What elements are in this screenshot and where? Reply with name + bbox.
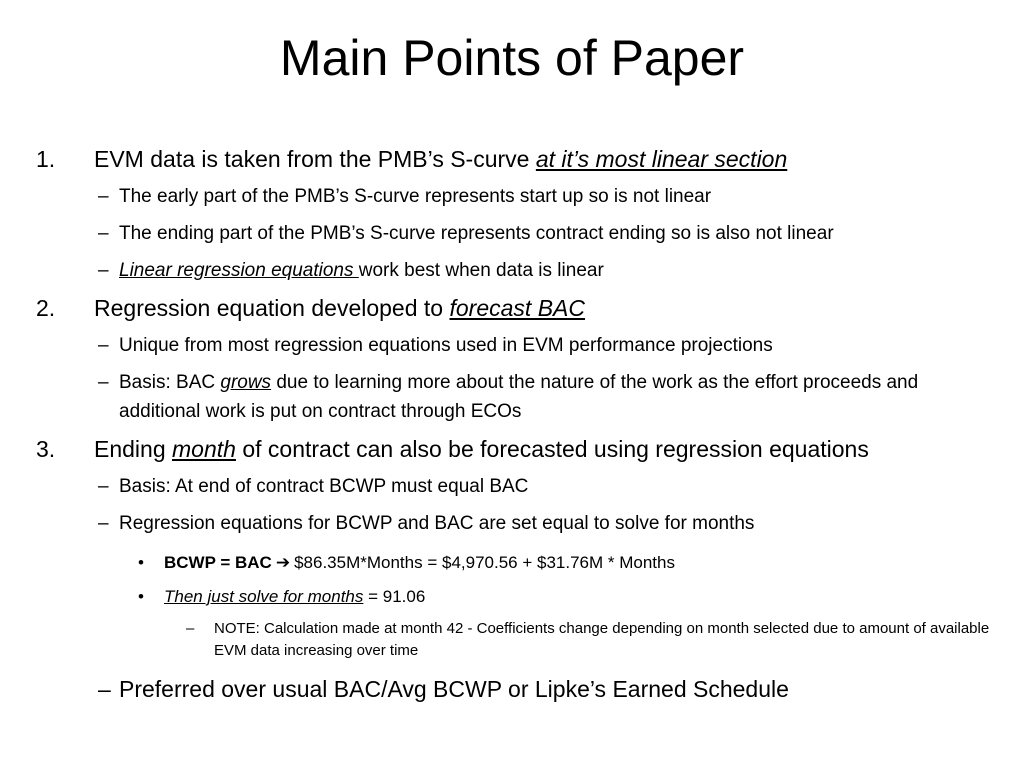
dash-bullet: – <box>98 260 109 281</box>
dash-bullet: – <box>98 372 109 393</box>
item-number: 1. <box>36 146 56 172</box>
sub-item: – Linear regression equations work best when data is linear <box>36 256 996 285</box>
sub-item: – Unique from most regression equations used in EVM performance projections <box>36 331 996 360</box>
dot-bullet: • <box>138 553 144 572</box>
dash-bullet: – <box>98 513 109 534</box>
sub-item: – Basis: At end of contract BCWP must equal BAC <box>36 472 996 501</box>
slide-body <box>36 144 996 704</box>
dot-bullet: • <box>138 587 144 606</box>
dash-bullet: – <box>98 476 109 497</box>
dash-bullet: – <box>98 676 111 702</box>
dash-bullet: – <box>98 335 109 356</box>
numbered-item-3 <box>36 434 996 464</box>
sub-item: – Basis: BAC grows due to learning more about the nature of the work as the effort proceeds and additional work is put on contract through ECOs <box>36 368 996 426</box>
level3-item: • BCWP = BAC ➔ $86.35M*Months = $4,970.56 + $31.76M * Months <box>36 550 996 576</box>
sub-item: – Regression equations for BCWP and BAC are set equal to solve for months <box>36 509 996 538</box>
dash-bullet: – <box>186 620 195 637</box>
level3-item: • Then just solve for months = 91.06 <box>36 584 996 610</box>
item-text: EVM data is taken from the PMB’s S-curve at it’s most linear section <box>94 146 788 172</box>
numbered-item-2 <box>36 293 996 323</box>
dash-bullet: – <box>98 223 109 244</box>
numbered-item-1 <box>36 144 996 174</box>
item-text: Regression equation developed to forecast BAC <box>94 295 585 321</box>
arrow-right-icon: ➔ <box>275 553 291 572</box>
slide-title: Main Points of Paper <box>279 30 745 86</box>
item-text: Ending month of contract can also be forecasted using regression equations <box>94 436 869 462</box>
dash-bullet: – <box>98 186 109 207</box>
sub-item: – The ending part of the PMB’s S-curve represents contract ending so is also not linear <box>36 219 996 248</box>
item-number: 2. <box>36 295 56 321</box>
sub-item-final: – Preferred over usual BAC/Avg BCWP or Lipke’s Earned Schedule <box>98 676 789 702</box>
level4-item: – NOTE: Calculation made at month 42 - Coefficients change depending on month selected due to amount of available EVM data increasing over time <box>186 620 990 659</box>
sub-item: – The early part of the PMB’s S-curve represents start up so is not linear <box>36 182 996 211</box>
item-number: 3. <box>36 436 56 462</box>
